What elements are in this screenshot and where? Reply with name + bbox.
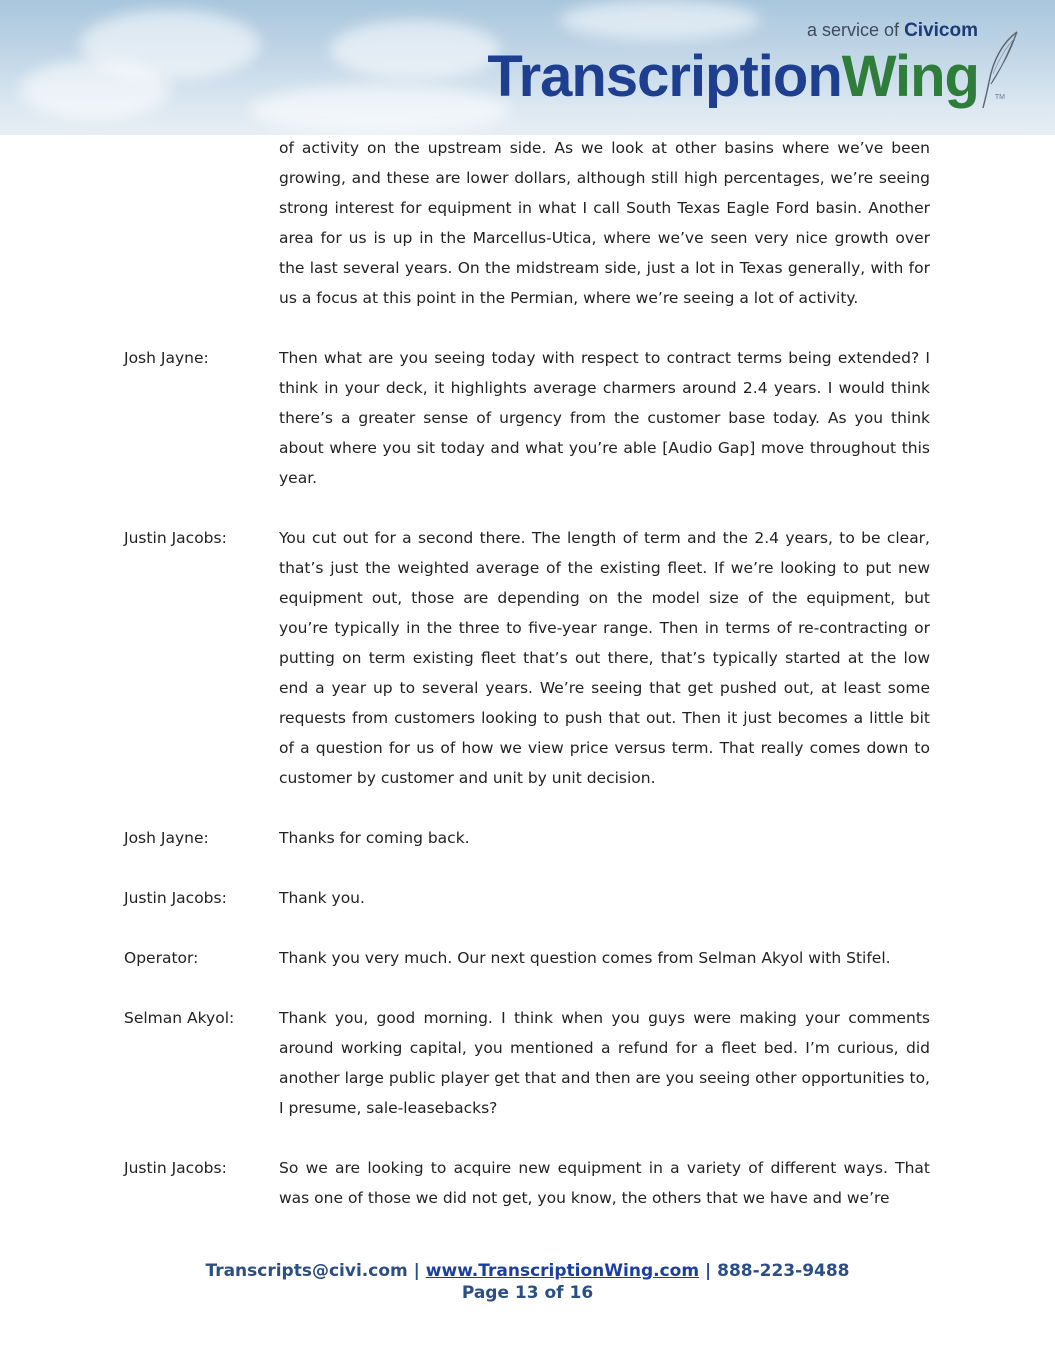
page-number: Page 13 of 16	[461, 1283, 594, 1303]
speech-text: of activity on the upstream side. As we look at other basins where we’ve been growing, and these are lower dollars, although still high percentages, we’re seeing strong interest for equipment in what I call South Texas Eagle Ford basin. Another area for us is up in the Marcellus-Utica, where we’ve seen very nice growth over the last several years. On the midstream side, just a lot in Texas generally, with for us a focus at this point in the Permian, where we’re seeing a lot of activity.	[279, 139, 930, 307]
speaker-name: Justin Jacobs:	[124, 889, 227, 907]
speech-text: You cut out for a second there. The length of term and the 2.4 years, to be clear, that’s just the weighted average of the existing fleet. If we’re looking to put new equipment out, those are depending on the model size of the equipment, but you’re typically in the three to five-year range. Then in terms of re-contracting or putting on term existing fleet that’s out there, that’s typically started at the low end a year up to several years. We’re seeing that get pushed out, at least some requests from customers looking to push that out. Then it just becomes a little bit of a question for us of how we view price versus term. That really comes down to customer by customer and unit by unit decision.	[279, 529, 930, 787]
page-header	[0, 0, 1055, 135]
speech-text: Thank you very much. Our next question comes from Selman Akyol with Stifel.	[279, 949, 891, 967]
logo-text-transcription: Transcription	[487, 44, 842, 109]
speaker-name: Justin Jacobs:	[124, 1159, 227, 1177]
page-footer	[0, 1260, 1055, 1304]
contact-email[interactable]: Transcripts@civi.com	[205, 1261, 408, 1281]
contact-phone: 888-223-9488	[717, 1261, 850, 1281]
service-tagline	[807, 20, 978, 42]
speaker-name: Justin Jacobs:	[124, 529, 227, 547]
speech-text: Thank you, good morning. I think when you guys were making your comments around working capital, you mentioned a refund for a fleet bed. I’m curious, did another large public player get that and then are you seeing other opportunities to, I presume, sale-leasebacks?	[279, 1009, 930, 1117]
service-prefix: a service of	[807, 20, 900, 40]
speech-text: Thanks for coming back.	[279, 829, 470, 847]
website-link[interactable]: www.TranscriptionWing.com	[425, 1261, 700, 1281]
speaker-name: Operator:	[124, 949, 199, 967]
civicom-logo: Civicom	[904, 20, 978, 41]
footer-separator: |	[704, 1261, 712, 1281]
contact-line	[0, 1260, 1055, 1282]
speaker-name: Josh Jayne:	[124, 829, 209, 847]
footer-separator: |	[413, 1261, 420, 1281]
trademark-mark: TM	[994, 94, 1005, 101]
speaker-name: Josh Jayne:	[124, 349, 209, 367]
speech-text: Then what are you seeing today with respect to contract terms being extended? I think in your deck, it highlights average charmers around 2.4 years. I would think there’s a greater sense of urgency from the customer base today. As you think about where you sit today and what you’re able [Audio Gap] move throughout this year.	[279, 349, 930, 487]
speaker-name: Selman Akyol:	[124, 1009, 235, 1027]
transcriptionwing-logo	[487, 42, 979, 112]
logo-text-wing: Wing	[841, 44, 979, 109]
speech-text: Thank you.	[279, 889, 365, 907]
speech-text: So we are looking to acquire new equipment in a variety of different ways. That was one of those we did not get, you know, the others that we have and we’re	[279, 1159, 930, 1207]
